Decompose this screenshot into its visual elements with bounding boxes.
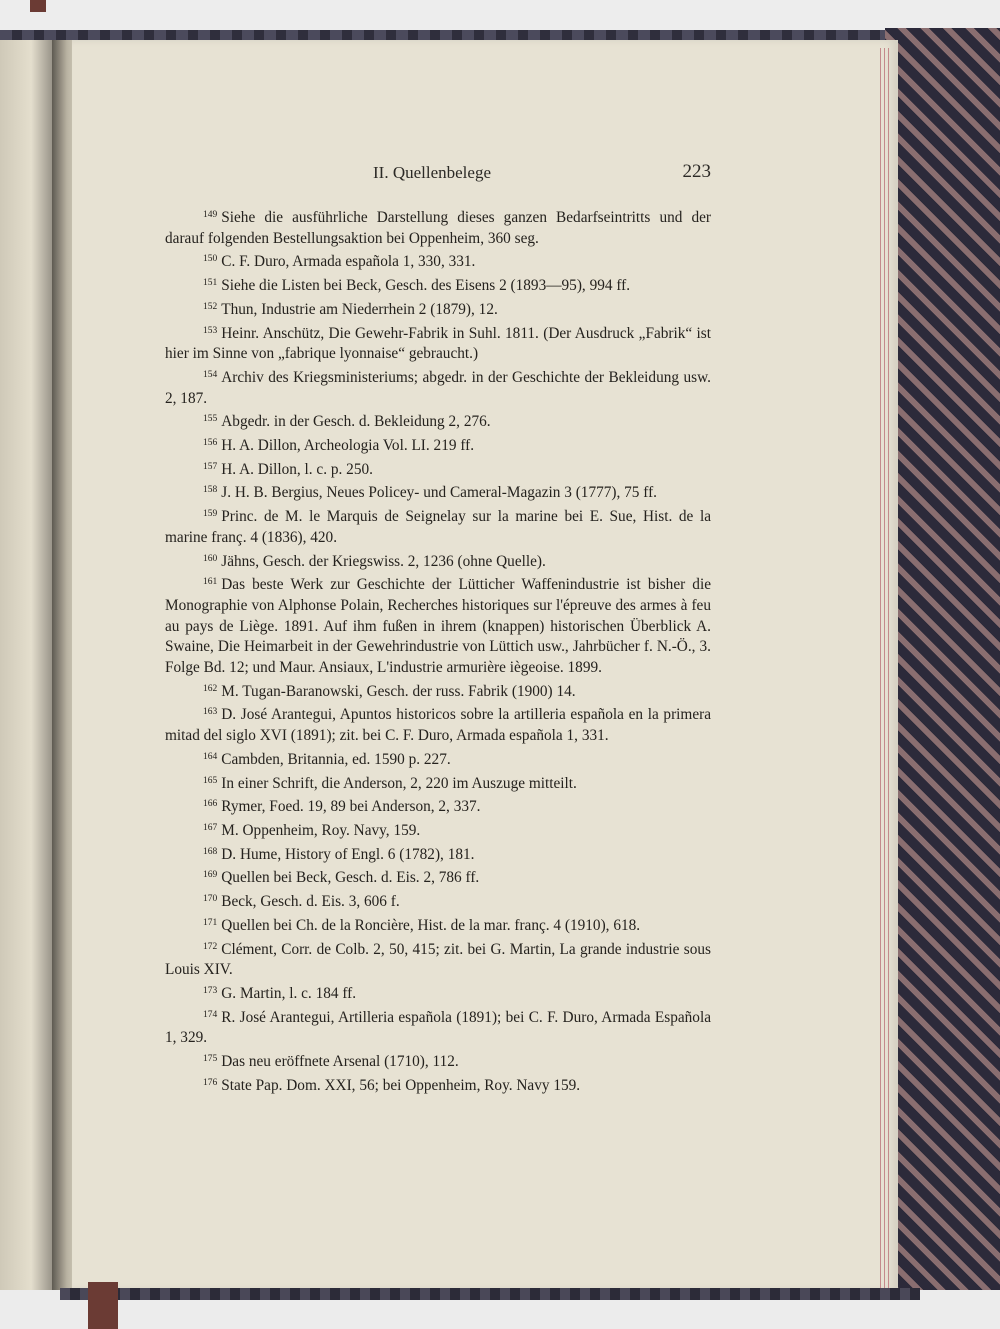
footnote-text: D. Hume, History of Engl. 6 (1782), 181. (221, 845, 475, 863)
footnote-number: 168 (203, 846, 218, 857)
footnote-text: Das neu eröffnete Arsenal (1710), 112. (221, 1053, 459, 1071)
page-edge-line (884, 48, 885, 1288)
footnote (165, 937, 711, 981)
footnote (165, 273, 711, 297)
footnote-number: 158 (203, 485, 218, 496)
footnote-number: 157 (203, 461, 218, 472)
footnote (165, 297, 711, 321)
footnotes-list (165, 205, 711, 1096)
footnote-number: 154 (203, 369, 218, 380)
footnote-number: 151 (203, 278, 218, 289)
footnote (165, 457, 711, 481)
footnote (165, 480, 711, 504)
footnote-number: 172 (203, 941, 218, 952)
footnote-text: H. A. Dillon, l. c. p. 250. (221, 460, 373, 478)
footnote-text: M. Oppenheim, Roy. Navy, 159. (221, 821, 421, 839)
footnote-text: Abgedr. in der Gesch. d. Bekleidung 2, 276. (221, 413, 491, 431)
footnote-text: Quellen bei Ch. de la Roncière, Hist. de la mar. franç. 4 (1910), 618. (221, 916, 641, 934)
footnote (165, 365, 711, 409)
footnote (165, 794, 711, 818)
footnote-number: 173 (203, 985, 218, 996)
footnote (165, 889, 711, 913)
footnote-text: Rymer, Foed. 19, 89 bei Anderson, 2, 337. (221, 798, 481, 816)
page-edge-line (880, 48, 881, 1288)
footnote (165, 504, 711, 548)
footnote-text: H. A. Dillon, Archeologia Vol. LI. 219 ff. (221, 437, 475, 455)
footnote-text: Thun, Industrie am Niederrhein 2 (1879), 12. (221, 300, 498, 318)
footnote-text: Quellen bei Beck, Gesch. d. Eis. 2, 786 ff. (221, 869, 480, 887)
footnote-number: 159 (203, 509, 218, 520)
footnote (165, 1005, 711, 1049)
footnote-text: Archiv des Kriegsministeriums; abgedr. in der Geschichte der Bekleidung usw. 2, 187. (165, 368, 711, 407)
footnote-number: 170 (203, 894, 218, 905)
footnote (165, 702, 711, 746)
footnote (165, 771, 711, 795)
book-cover-right (885, 28, 1000, 1328)
page-number: 223 (682, 161, 711, 182)
footnote-text: R. José Arantegui, Artilleria española (1891); bei C. F. Duro, Armada Española 1, 329. (165, 1008, 711, 1047)
footnote (165, 1073, 711, 1097)
footnote-number: 161 (203, 577, 218, 588)
section-title: II. Quellenbelege (373, 163, 491, 182)
footnote-number: 149 (203, 210, 218, 220)
footnote (165, 1049, 711, 1073)
footnote-text: D. José Arantegui, Apuntos historicos sobre la artilleria española en la primera mitad del siglo XVI (1891); zit. bei C. F. Duro, Armada española 1, 331. (165, 706, 711, 745)
footnote-number: 175 (203, 1054, 218, 1065)
footnote-text: In einer Schrift, die Anderson, 2, 220 im Auszuge mitteilt. (221, 774, 577, 792)
footnote-number: 165 (203, 775, 218, 786)
footnote-text: C. F. Duro, Armada española 1, 330, 331. (221, 253, 476, 271)
footnote-number: 155 (203, 414, 218, 425)
footnote-text: J. H. B. Bergius, Neues Policey- und Cameral-Magazin 3 (1777), 75 ff. (221, 484, 657, 502)
footnote-number: 150 (203, 254, 218, 265)
bookmark-ribbon (88, 1282, 118, 1329)
footnote (165, 433, 711, 457)
bookmark-ribbon (30, 0, 46, 12)
footnote-number: 166 (203, 799, 218, 810)
footnote-text: Beck, Gesch. d. Eis. 3, 606 f. (221, 893, 400, 911)
footnote-text: Jähns, Gesch. der Kriegswiss. 2, 1236 (ohne Quelle). (221, 552, 546, 570)
footnote (165, 679, 711, 703)
footnote-number: 176 (203, 1077, 218, 1088)
footnote-number: 171 (203, 917, 218, 928)
footnote (165, 981, 711, 1005)
book-cover-bottom-band (60, 1288, 920, 1300)
footnote (165, 842, 711, 866)
footnote-number: 156 (203, 438, 218, 449)
footnote-text: Princ. de M. le Marquis de Seignelay sur la marine bei E. Sue, Hist. de la marine franç. 4 (1836), 420. (165, 508, 711, 546)
footnote (165, 205, 711, 249)
footnote (165, 409, 711, 433)
footnote-number: 160 (203, 553, 218, 564)
footnote-number: 163 (203, 707, 218, 718)
footnote (165, 913, 711, 937)
footnote-text: Heinr. Anschütz, Die Gewehr-Fabrik in Suhl. 1811. (Der Ausdruck „Fabrik“ ist hier im Sinne von „fabrique lyonnaise“ gebraucht.) (165, 324, 711, 363)
footnote (165, 747, 711, 771)
footnote-number: 152 (203, 301, 218, 312)
footnote (165, 249, 711, 273)
page-edge-line (888, 48, 889, 1288)
footnote (165, 572, 711, 679)
footnote-text: State Pap. Dom. XXI, 56; bei Oppenheim, Roy. Navy 159. (221, 1076, 581, 1094)
footnote-text: Siehe die Listen bei Beck, Gesch. des Eisens 2 (1893—95), 994 ff. (221, 277, 631, 295)
footnote-text: Clément, Corr. de Colb. 2, 50, 415; zit. bei G. Martin, La grande industrie sous Louis XIV. (165, 940, 711, 979)
footnote-number: 167 (203, 822, 218, 833)
running-head (165, 163, 711, 189)
footnote (165, 818, 711, 842)
footnote-text: G. Martin, l. c. 184 ff. (221, 984, 357, 1002)
footnote-number: 174 (203, 1009, 218, 1020)
footnote-number: 169 (203, 870, 218, 881)
footnote-text: Cambden, Britannia, ed. 1590 p. 227. (221, 750, 451, 768)
footnote-number: 164 (203, 751, 218, 762)
footnote (165, 321, 711, 365)
left-page-edge (0, 40, 52, 1300)
footnote-text: Das beste Werk zur Geschichte der Lütticher Waffenindustrie ist bisher die Monographie von Alphonse Polain, Recherches historiques sur l'épreuve des armes à feu au pays de Liège. 1891. Auf ihm fußen in ihrem (knappen) historischen Überblick A. Swaine, Die Heimarbeit in der Gewehrindustrie von Lüttich usw., Jahrbücher f. N.-Ö., 3. Folge Bd. 12; und Maur. Ansiaux, L'industrie armurière iègeoise. 1899. (165, 576, 711, 677)
footnote (165, 549, 711, 573)
footnote (165, 865, 711, 889)
footnote-number: 153 (203, 325, 218, 336)
footnote-number: 162 (203, 683, 218, 694)
footnote-text: M. Tugan-Baranowski, Gesch. der russ. Fabrik (1900) 14. (221, 682, 576, 700)
footnote-text: Siehe die ausführliche Darstellung dieses ganzen Bedarfseintritts und der darauf folgenden Bestellungsaktion bei Oppenheim, 360 seg. (165, 209, 711, 247)
